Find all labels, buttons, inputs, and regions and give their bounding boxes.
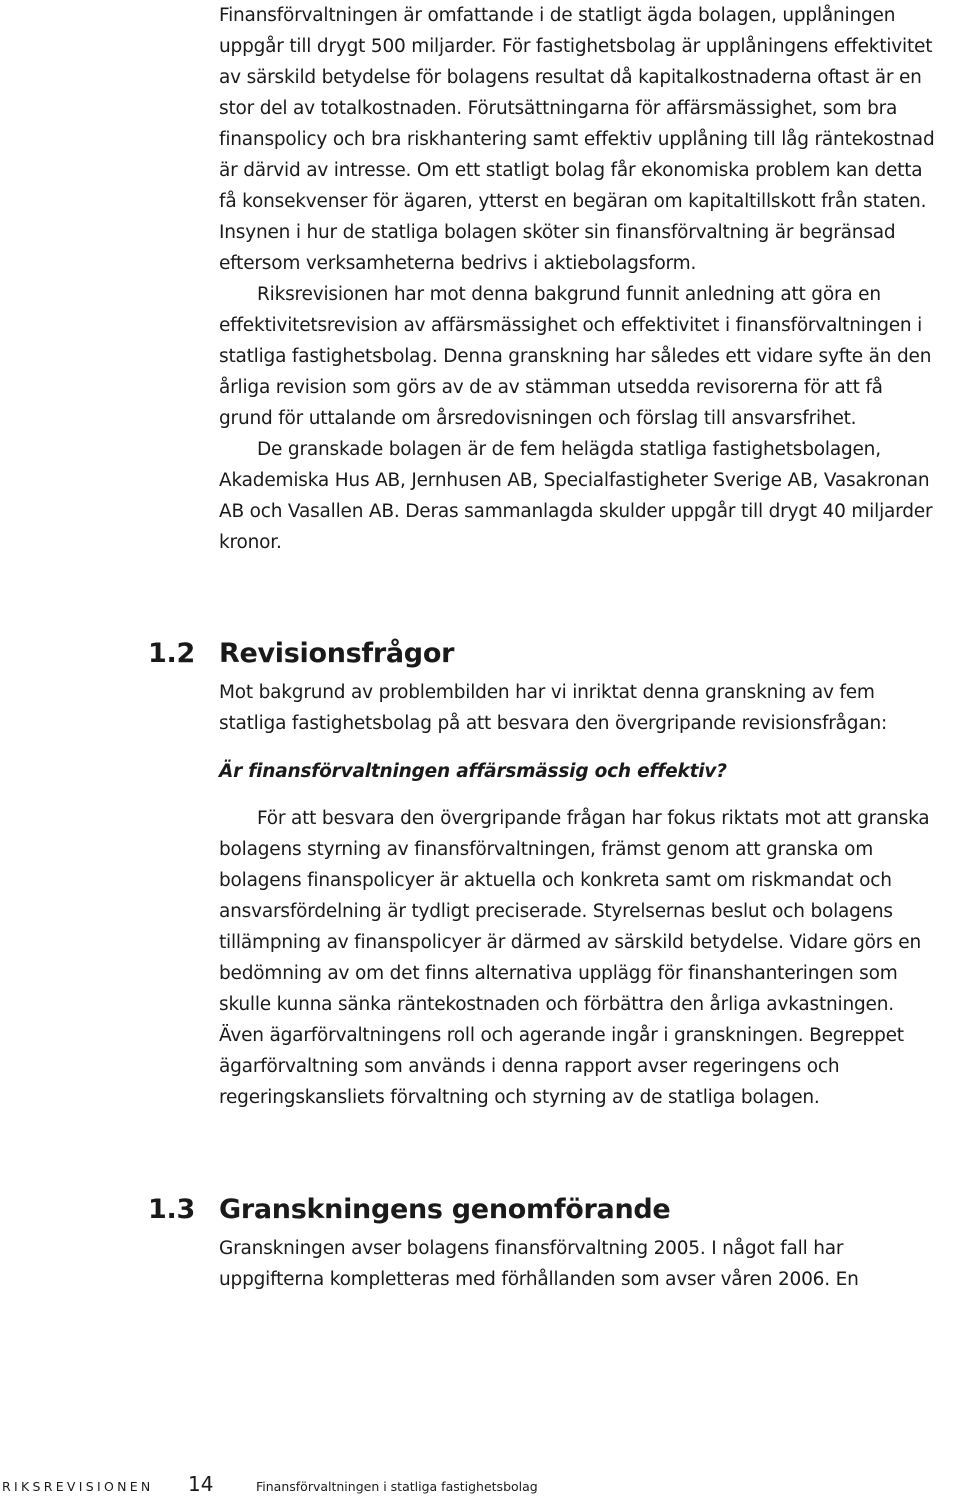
page-number: 14 — [188, 1472, 214, 1496]
intro-paragraph-2: Riksrevisionen har mot denna bakgrund funnit anledning att göra en effektivitetsrevision av affärsmässighet och effektivitet i finansförvaltningen i statliga fastighetsbolag. Denna granskning har således ett vidare syfte än den årliga revision som görs av de av stämman utsedda revisorerna för att få grund för uttalande om årsredovisningen och förslag till ansvarsfrihet. — [219, 284, 932, 429]
section-title: Revisionsfrågor — [219, 638, 455, 669]
section-paragraph: Granskningen avser bolagens finansförvaltning 2005. I något fall har uppgifterna kompletteras med förhållanden som avser våren 2006. En — [219, 1238, 859, 1290]
section-1-2-body — [219, 677, 941, 1113]
section-lead: Mot bakgrund av problembilden har vi inriktat denna granskning av fem statliga fastighetsbolag på att besvara den övergripande revisionsfrågan: — [219, 682, 888, 734]
section-paragraph: För att besvara den övergripande frågan har fokus riktats mot att granska bolagens styrning av finansförvaltningen, främst genom att granska om bolagens finanspolicyer är aktuella och konkreta samt om riskmandat och ansvarsfördelning är tydligt preciserade. Styrelsernas beslut och bolagens tillämpning av finanspolicyer är därmed av särskild betydelse. Vidare görs en bedömning av om det finns alternativa upplägg för finanshanteringen som skulle kunna sänka räntekostnaden och förbättra den årliga avkastningen. Även ägarförvaltningens roll och agerande ingår i granskningen. Begreppet ägarförvaltning som används i denna rapport avser regeringens och regeringskansliets förvaltning och styrning av de statliga bolagen. — [219, 808, 930, 1108]
section-heading-1-2 — [148, 638, 454, 669]
section-1-3-body — [219, 1233, 941, 1295]
footer-brand: RIKSREVISIONEN — [2, 1479, 154, 1494]
intro-paragraph-1: Finansförvaltningen är omfattande i de statligt ägda bolagen, upplåningen uppgår till drygt 500 miljarder. För fastighetsbolag är upplåningens effektivitet av särskild betydelse för bolagens resultat då kapitalkostnaderna oftast är en stor del av totalkostnaden. Förutsättningarna för affärsmässighet, som bra finanspolicy och bra riskhantering samt effektiv upplåning till låg räntekostnad är därvid av intresse. Om ett statligt bolag får ekonomiska problem kan detta få konsekvenser för ägaren, ytterst en begäran om kapitaltillskott från staten. Insynen i hur de statliga bolagen sköter sin finansförvaltning är begränsad eftersom verksamheterna bedrivs i aktiebolagsform. — [219, 5, 935, 274]
intro-block — [219, 0, 941, 558]
revision-question: Är finansförvaltningen affärsmässig och effektiv? — [219, 761, 727, 782]
footer-doc-title: Finansförvaltningen i statliga fastighetsbolag — [256, 1479, 538, 1494]
section-number: 1.2 — [148, 638, 195, 669]
section-number: 1.3 — [148, 1194, 195, 1225]
page-footer — [2, 1472, 538, 1496]
section-heading-1-3 — [148, 1194, 670, 1225]
section-title: Granskningens genomförande — [219, 1194, 671, 1225]
intro-paragraph-3: De granskade bolagen är de fem helägda statliga fastighetsbolagen, Akademiska Hus AB, Jernhusen AB, Specialfastigheter Sverige AB, Vasakronan AB och Vasallen AB. Deras sammanlagda skulder uppgår till drygt 40 miljarder kronor. — [219, 439, 933, 553]
